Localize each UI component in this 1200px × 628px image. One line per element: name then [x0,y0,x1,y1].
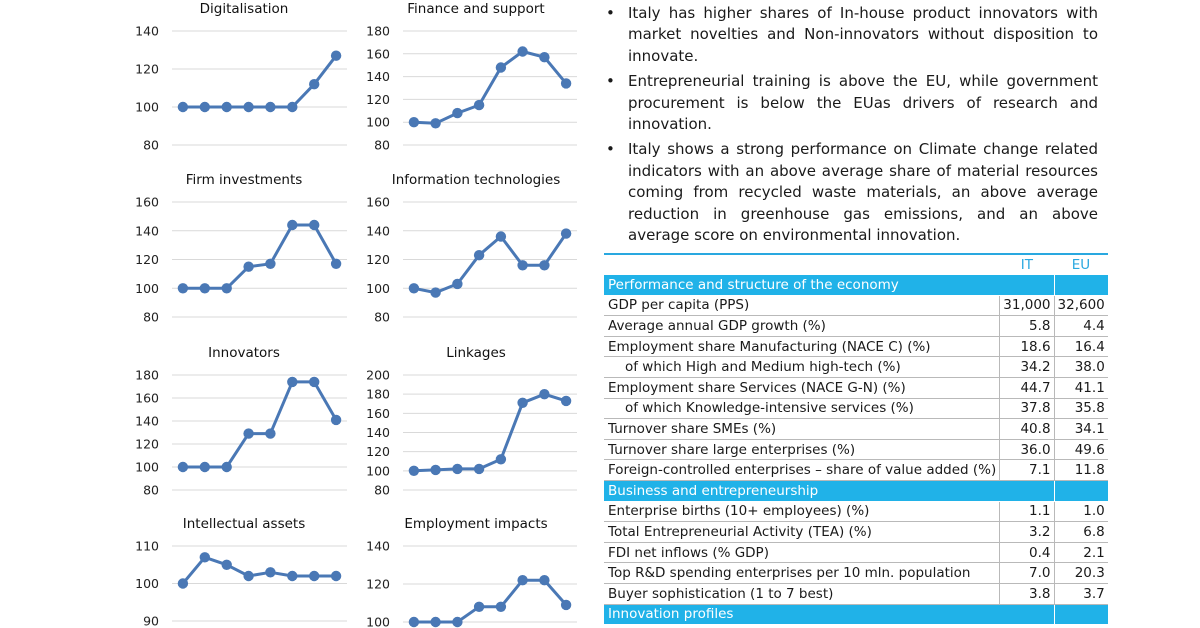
data-point [309,220,319,230]
row-value-eu: 2.1 [1054,542,1108,563]
y-tick-label: 90 [143,613,159,628]
table-header-spacer [604,254,1000,275]
chart-title: Linkages [446,345,506,361]
data-point [178,283,188,293]
data-point [452,108,462,118]
data-point [561,396,571,406]
chart-7 [366,516,577,628]
row-label: FDI net inflows (% GDP) [604,542,1000,563]
data-point [539,389,549,399]
data-point [243,102,253,112]
data-point [430,465,440,475]
data-point [452,617,462,627]
data-point [309,571,319,581]
row-value-eu: 35.8 [1054,398,1108,419]
section-pad [1054,604,1108,625]
data-point [222,283,232,293]
y-tick-label: 80 [374,482,390,498]
data-point [409,283,419,293]
row-value-it: 31,000 [1000,295,1054,316]
table-row [604,563,1108,584]
y-tick-label: 100 [135,280,159,296]
row-label: Average annual GDP growth (%) [604,316,1000,337]
chart-6 [135,516,347,628]
row-value-it: 7.1 [1000,460,1054,481]
data-point [222,102,232,112]
data-point [309,377,319,387]
data-point [178,578,188,588]
data-point [496,602,506,612]
data-point [309,79,319,89]
y-tick-label: 180 [135,367,159,383]
data-point [517,575,527,585]
table-row [604,542,1108,563]
data-point [517,260,527,270]
chart-title: Innovators [208,345,280,361]
y-tick-label: 120 [366,576,390,592]
row-value-it: 7.0 [1000,563,1054,584]
table-row [604,357,1108,378]
data-point [430,287,440,297]
data-point [331,259,341,269]
chart-title: Firm investments [185,172,303,188]
row-label: Top R&D spending enterprises per 10 mln. population [604,563,1000,584]
data-point [517,46,527,56]
y-tick-label: 100 [366,280,390,296]
data-point [561,228,571,238]
table-row [604,501,1108,522]
row-label: Total Entrepreneurial Activity (TEA) (%) [604,522,1000,543]
row-label: Turnover share SMEs (%) [604,419,1000,440]
data-point [409,617,419,627]
table-row [604,419,1108,440]
row-label: Turnover share large enterprises (%) [604,439,1000,460]
row-label: Employment share Services (NACE G-N) (%) [604,377,1000,398]
data-point [178,102,188,112]
data-point [517,398,527,408]
data-point [496,231,506,241]
section-pad [1054,275,1108,295]
table-row [604,439,1108,460]
row-value-it: 18.6 [1000,336,1054,357]
data-point [287,377,297,387]
data-point [287,571,297,581]
y-tick-label: 160 [135,390,159,406]
y-tick-label: 100 [366,614,390,628]
table-row [604,460,1108,481]
finding-text: Italy shows a strong performance on Climate change related indicators with an above average share of material resources coming from recycled waste materials, an above average reduction in greenhouse gas emissions, and an above average score on environmental innovation. [628,140,1098,245]
data-point [539,260,549,270]
data-point [496,62,506,72]
chart-title: Digitalisation [199,1,289,17]
data-point [265,428,275,438]
row-value-it: 34.2 [1000,357,1054,378]
data-point [452,279,462,289]
data-point [539,575,549,585]
section-title: Performance and structure of the economy [604,275,1054,295]
y-tick-label: 100 [366,114,390,130]
chart-2 [135,172,347,325]
row-value-it: 3.2 [1000,522,1054,543]
section-header-row [604,604,1108,625]
series-line [183,382,336,467]
row-value-it: 0.4 [1000,542,1054,563]
row-value-it: 37.8 [1000,398,1054,419]
y-tick-label: 140 [135,23,159,39]
row-value-eu: 49.6 [1054,439,1108,460]
data-point [430,118,440,128]
data-point [222,462,232,472]
row-label: Foreign-controlled enterprises – share of value added (%) [604,460,1000,481]
table-row [604,398,1108,419]
table-row [604,377,1108,398]
y-tick-label: 140 [366,223,390,239]
data-point [265,259,275,269]
data-point [265,102,275,112]
bullet-icon: • [606,140,615,159]
y-tick-label: 120 [135,252,159,267]
row-value-eu: 3.7 [1054,583,1108,604]
indicator-table [604,253,1108,625]
chart-title: Intellectual assets [182,516,306,532]
finding-item [604,139,1098,246]
y-tick-label: 140 [135,413,159,429]
row-value-it: 36.0 [1000,439,1054,460]
finding-text: Entrepreneurial training is above the EU, while government procurement is below the EUas drivers of research and innovation. [628,72,1098,134]
data-point [539,52,549,62]
y-tick-label: 160 [366,46,390,62]
y-tick-label: 80 [374,137,390,153]
row-value-it: 1.1 [1000,501,1054,522]
row-value-eu: 1.0 [1054,501,1108,522]
y-tick-label: 140 [366,69,390,85]
data-point [496,454,506,464]
y-tick-label: 160 [366,194,390,210]
bullet-icon: • [606,72,615,91]
data-point [331,415,341,425]
data-point [430,617,440,627]
y-tick-label: 140 [366,538,390,554]
data-point [474,250,484,260]
y-tick-label: 140 [366,425,390,440]
data-point [243,262,253,272]
data-point [452,464,462,474]
data-point [243,428,253,438]
chart-title: Employment impacts [404,516,548,532]
table-row [604,316,1108,337]
y-tick-label: 140 [135,223,159,239]
y-tick-label: 100 [366,463,390,479]
chart-title: Finance and support [407,1,545,17]
data-point [409,117,419,127]
row-label: GDP per capita (PPS) [604,295,1000,316]
data-point [200,552,210,562]
section-header-row [604,480,1108,501]
row-value-eu: 32,600 [1054,295,1108,316]
y-tick-label: 80 [374,309,390,325]
row-value-eu: 11.8 [1054,460,1108,481]
row-value-eu: 34.1 [1054,419,1108,440]
row-value-eu: 41.1 [1054,377,1108,398]
row-value-eu: 16.4 [1054,336,1108,357]
chart-0 [135,1,347,153]
y-tick-label: 160 [135,194,159,210]
y-tick-label: 100 [135,459,159,475]
y-tick-label: 80 [143,482,159,498]
row-value-eu: 38.0 [1054,357,1108,378]
data-point [561,78,571,88]
data-point [178,462,188,472]
data-point [265,567,275,577]
finding-item [604,71,1098,135]
row-value-eu: 20.3 [1054,563,1108,584]
data-point [200,283,210,293]
table-row [604,336,1108,357]
y-tick-label: 80 [143,137,159,153]
row-value-it: 40.8 [1000,419,1054,440]
key-findings-list [604,3,1098,250]
table-row [604,522,1108,543]
y-tick-label: 120 [366,444,390,460]
table-row [604,583,1108,604]
row-label: Employment share Manufacturing (NACE C) (%) [604,336,1000,357]
y-tick-label: 80 [143,309,159,325]
y-tick-label: 100 [135,99,159,115]
table-header-row [604,254,1108,275]
data-point [561,600,571,610]
column-header-eu: EU [1054,254,1108,275]
y-tick-label: 100 [135,576,159,591]
y-tick-label: 200 [366,367,390,383]
finding-text: Italy has higher shares of In-house product innovators with market novelties and Non-innovators without disposition to innovate. [628,4,1098,65]
section-title: Business and entrepreneurship [604,480,1054,501]
y-tick-label: 120 [366,91,390,107]
data-point [474,602,484,612]
y-tick-label: 120 [135,61,159,77]
data-point [287,102,297,112]
chart-4 [135,345,347,498]
y-tick-label: 180 [366,386,390,402]
data-point [200,102,210,112]
section-title: Innovation profiles [604,604,1054,625]
section-pad [1054,480,1108,501]
data-point [287,220,297,230]
row-value-eu: 6.8 [1054,522,1108,543]
chart-3 [366,172,577,325]
y-tick-label: 160 [366,405,390,421]
column-header-it: IT [1000,254,1054,275]
finding-item [604,3,1098,67]
row-value-eu: 4.4 [1054,316,1108,337]
row-value-it: 44.7 [1000,377,1054,398]
data-point [331,51,341,61]
data-point [200,462,210,472]
data-point [331,571,341,581]
data-point [243,571,253,581]
y-tick-label: 180 [366,23,390,39]
data-point [409,466,419,476]
data-point [474,464,484,474]
row-label: Buyer sophistication (1 to 7 best) [604,583,1000,604]
series-line [414,580,566,622]
data-point [222,560,232,570]
chart-5 [366,345,577,498]
y-tick-label: 110 [135,538,159,554]
row-value-it: 5.8 [1000,316,1054,337]
section-header-row [604,275,1108,295]
table-row [604,295,1108,316]
series-line [183,225,336,288]
row-label: Enterprise births (10+ employees) (%) [604,501,1000,522]
y-tick-label: 120 [135,436,159,452]
row-label: of which High and Medium high-tech (%) [604,357,1000,378]
row-value-it: 3.8 [1000,583,1054,604]
chart-title: Information technologies [391,172,561,188]
data-point [474,100,484,110]
bullet-icon: • [606,4,615,22]
row-label: of which Knowledge-intensive services (%) [604,398,1000,419]
y-tick-label: 120 [366,252,390,267]
chart-1 [366,1,577,153]
